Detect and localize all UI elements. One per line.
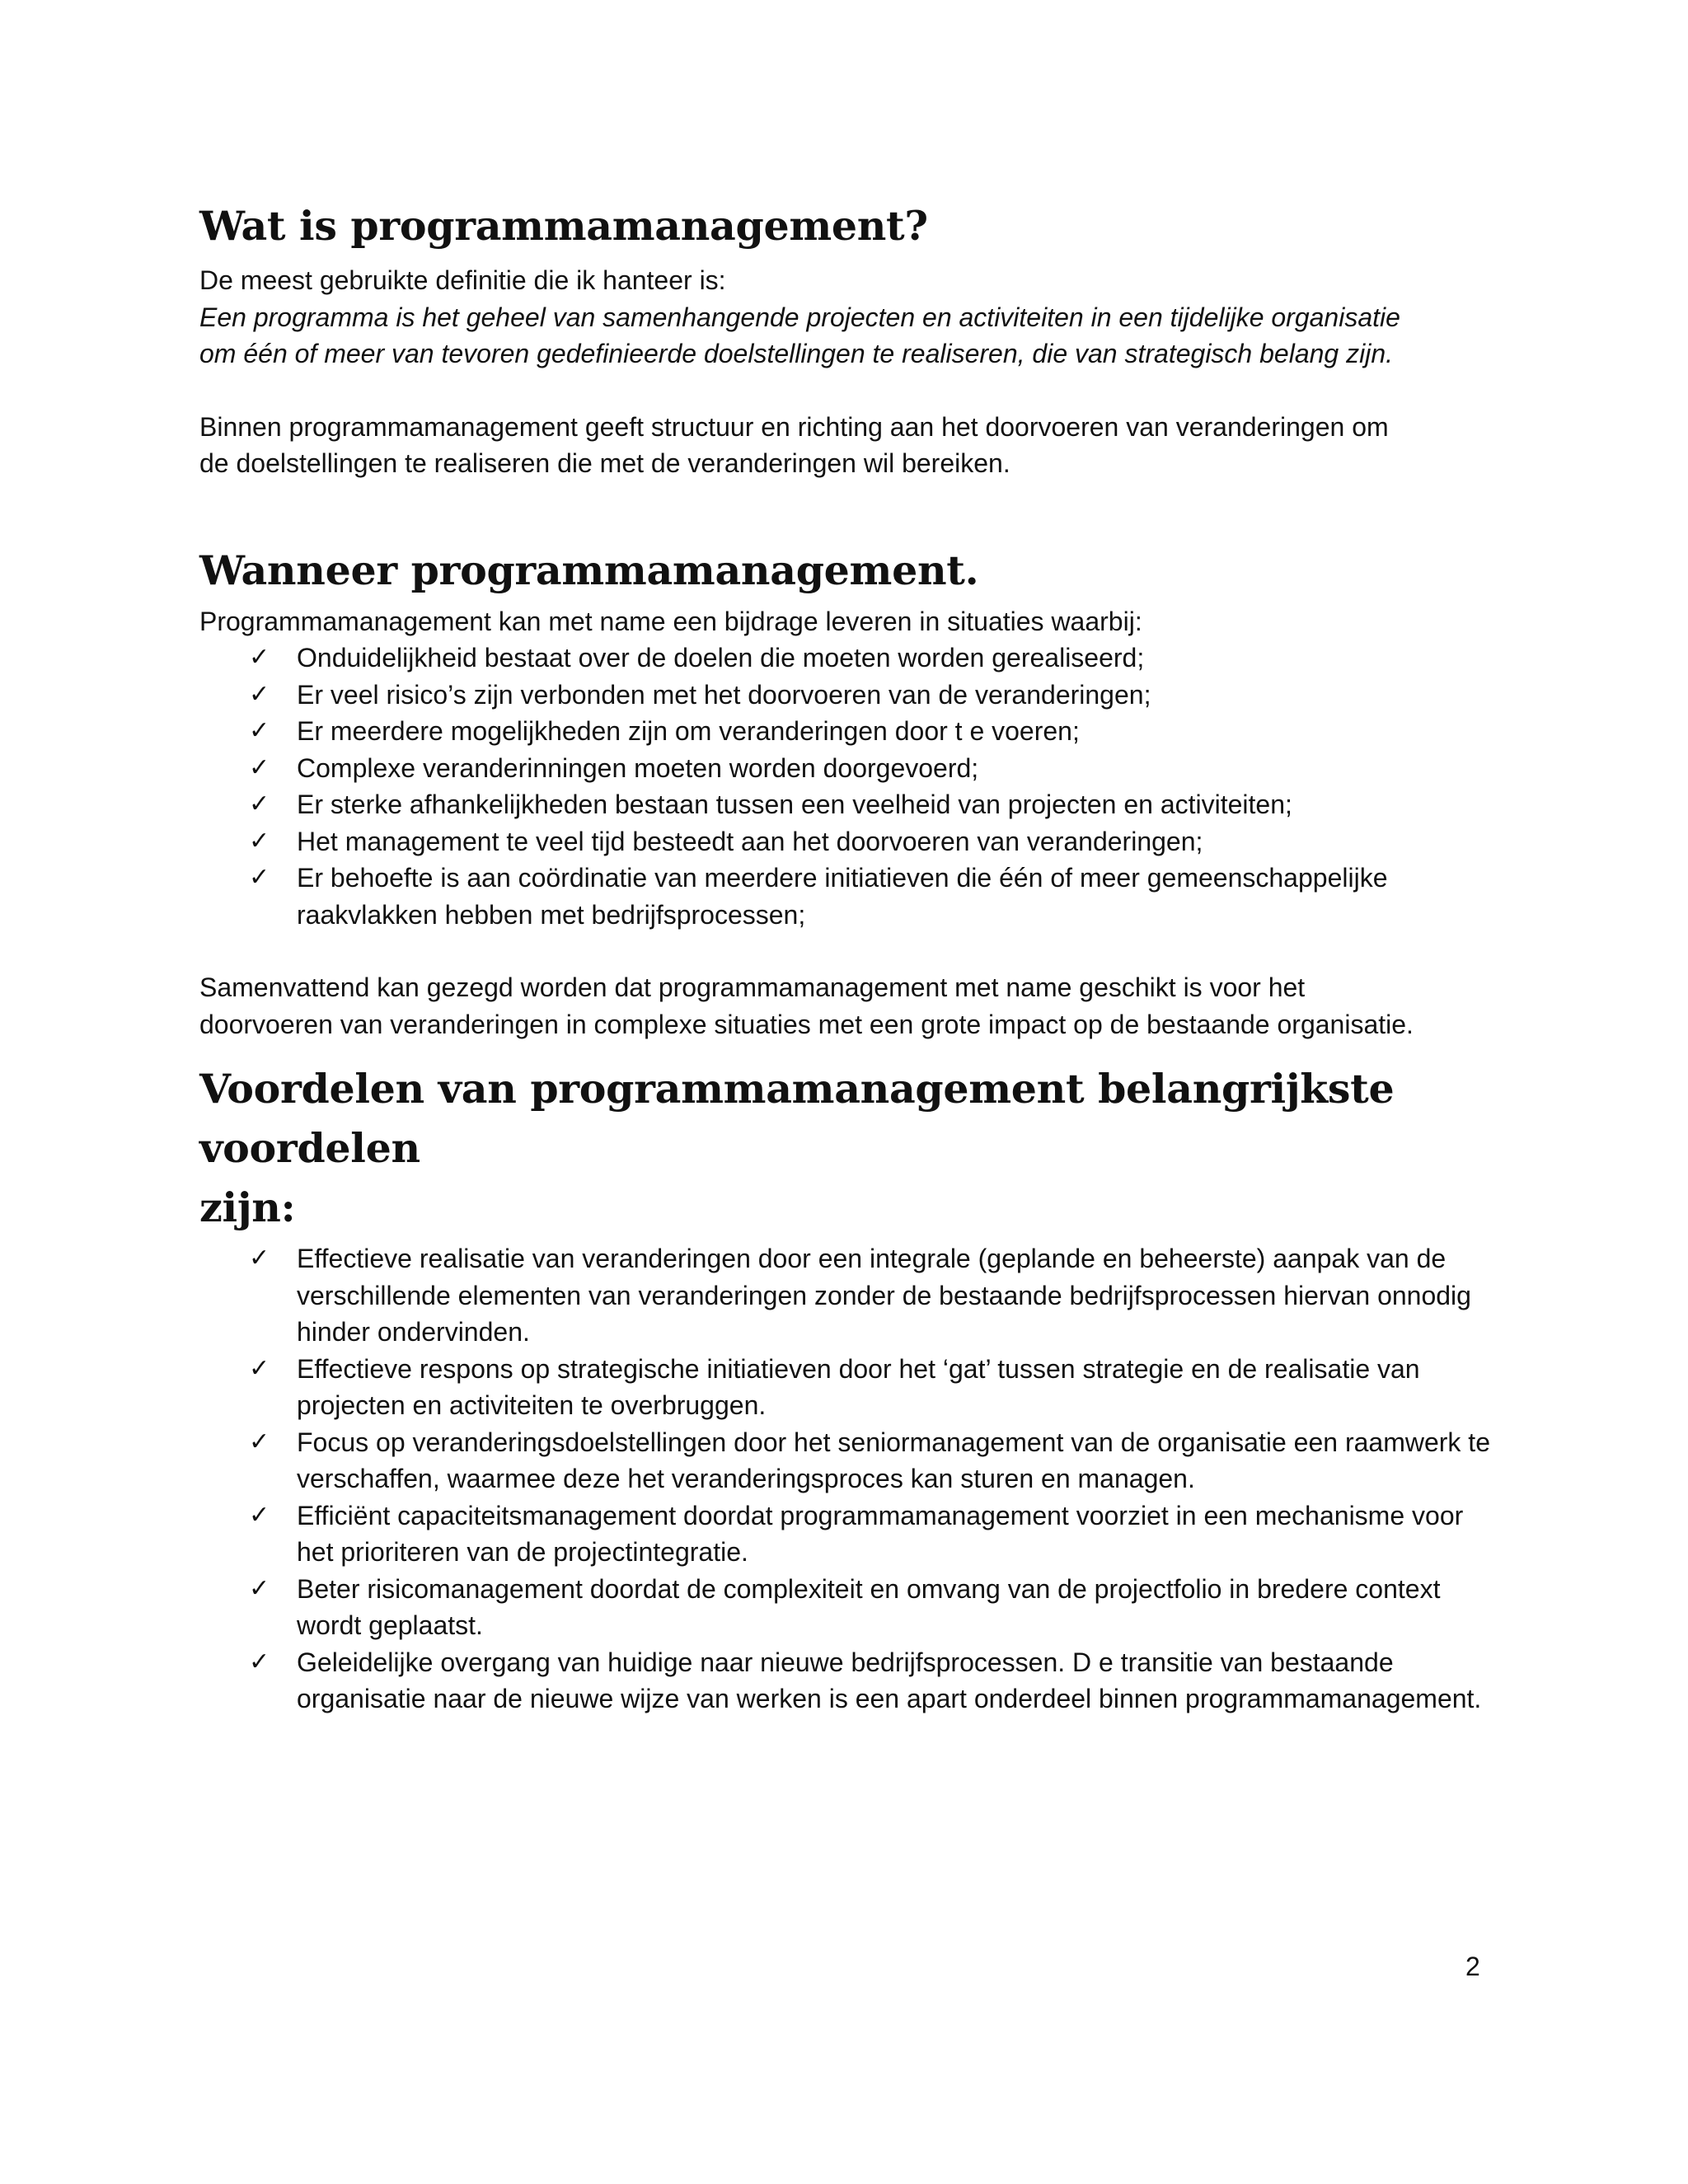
check-mark-icon: ✓ bbox=[249, 826, 270, 855]
list-item-text: Geleidelijke overgang van huidige naar nieuwe bedrijfsprocessen. D e transitie van bestaande organisatie naar de nieuwe wijze van werken is een apart onderdeel binnen programmamanagement. bbox=[297, 1647, 1482, 1713]
list-item bbox=[249, 1351, 1502, 1424]
check-mark-icon: ✓ bbox=[249, 1427, 270, 1456]
list-item-text: Onduidelijkheid bestaat over de doelen die moeten worden gerealiseerd; bbox=[297, 643, 1145, 673]
check-mark-icon: ✓ bbox=[249, 752, 270, 782]
list-item bbox=[249, 860, 1502, 933]
heading-line: Voordelen van programmamanagement belangrijkste voordelen bbox=[199, 1065, 1395, 1172]
check-mark-icon: ✓ bbox=[249, 1573, 270, 1603]
check-mark-icon: ✓ bbox=[249, 1353, 270, 1383]
list-item-text: Efficiënt capaciteitsmanagement doordat programmamanagement voorziet in een mechanisme voor het prioriteren van de projectintegratie. bbox=[297, 1500, 1464, 1567]
list-item bbox=[249, 1571, 1502, 1644]
definition-intro: De meest gebruikte definitie die ik hanteer is: bbox=[199, 265, 726, 295]
paragraph-line: Binnen programmamanagement geeft structuur en richting aan het doorvoeren van veranderingen om bbox=[199, 411, 1389, 442]
list-item-text: Er behoefte is aan coördinatie van meerdere initiatieven die één of meer gemeenschappelijke raakvlakken hebben met bedrijfsprocessen; bbox=[297, 863, 1388, 930]
check-mark-icon: ✓ bbox=[249, 863, 270, 892]
summary-line: Samenvattend kan gezegd worden dat programmamanagement met name geschikt is voor het bbox=[199, 972, 1306, 1002]
list-item-text: Beter risicomanagement doordat de complexiteit en omvang van de projectfolio in bredere context wordt geplaatst. bbox=[297, 1573, 1441, 1640]
situations-list bbox=[199, 640, 1502, 933]
check-mark-icon: ✓ bbox=[249, 679, 270, 709]
list-item bbox=[249, 823, 1502, 860]
list-item-text: Focus op veranderingsdoelstellingen door het seniormanagement van de organisatie een raamwerk te verschaffen, waarmee deze het veranderingsproces kan sturen en managen. bbox=[297, 1427, 1490, 1493]
list-item bbox=[249, 713, 1502, 750]
list-item bbox=[249, 1424, 1502, 1497]
section-heading-benefits bbox=[199, 1059, 1502, 1237]
check-mark-icon: ✓ bbox=[249, 1500, 270, 1530]
list-item bbox=[249, 640, 1502, 677]
list-item bbox=[249, 786, 1502, 823]
list-item-text: Effectieve realisatie van veranderingen door een integrale (geplande en beheerste) aanpak van de verschillende elementen van veranderingen zonder de bestaande bedrijfsprocessen hiervan onnodig hinder ondervinden. bbox=[297, 1244, 1471, 1347]
section-heading-what-is: Wat is programmamanagement? bbox=[199, 202, 928, 250]
document-page bbox=[199, 196, 1502, 1718]
benefits-list bbox=[199, 1240, 1502, 1718]
list-item-text: Er veel risico’s zijn verbonden met het doorvoeren van de veranderingen; bbox=[297, 679, 1151, 710]
paragraph-line: de doelstellingen te realiseren die met de veranderingen wil bereiken. bbox=[199, 448, 1010, 478]
list-item-text: Er sterke afhankelijkheden bestaan tussen een veelheid van projecten en activiteiten; bbox=[297, 790, 1292, 819]
definition-line: om één of meer van tevoren gedefinieerde doelstellingen te realiseren, die van strategisch belang zijn. bbox=[199, 339, 1393, 368]
list-item bbox=[249, 677, 1502, 714]
list-item-text: Effectieve respons op strategische initiatieven door het ‘gat’ tussen strategie en de realisatie van projecten en activiteiten te overbruggen. bbox=[297, 1353, 1420, 1420]
check-mark-icon: ✓ bbox=[249, 1244, 270, 1272]
page-number: 2 bbox=[1465, 1952, 1480, 1981]
summary-line: doorvoeren van veranderingen in complexe situaties met een grote impact op de bestaande organisatie. bbox=[199, 1009, 1414, 1039]
section-heading-when: Wanneer programmamanagement. bbox=[199, 546, 979, 594]
check-mark-icon: ✓ bbox=[249, 643, 270, 672]
check-mark-icon: ✓ bbox=[249, 716, 270, 745]
heading-line: zijn: bbox=[199, 1183, 296, 1231]
list-item-text: Er meerdere mogelijkheden zijn om veranderingen door t e voeren; bbox=[297, 716, 1080, 746]
list-item bbox=[249, 750, 1502, 787]
check-mark-icon: ✓ bbox=[249, 790, 270, 818]
list-item-text: Het management te veel tijd besteedt aan het doorvoeren van veranderingen; bbox=[297, 826, 1203, 856]
situations-intro: Programmamanagement kan met name een bijdrage leveren in situaties waarbij: bbox=[199, 606, 1142, 636]
check-mark-icon: ✓ bbox=[249, 1647, 270, 1676]
list-item bbox=[249, 1240, 1502, 1351]
list-item-text: Complexe veranderinningen moeten worden doorgevoerd; bbox=[297, 752, 979, 783]
definition-line: Een programma is het geheel van samenhangende projecten en activiteiten in een tijdelijke organisatie bbox=[199, 302, 1400, 332]
list-item bbox=[249, 1644, 1502, 1718]
list-item bbox=[249, 1497, 1502, 1571]
